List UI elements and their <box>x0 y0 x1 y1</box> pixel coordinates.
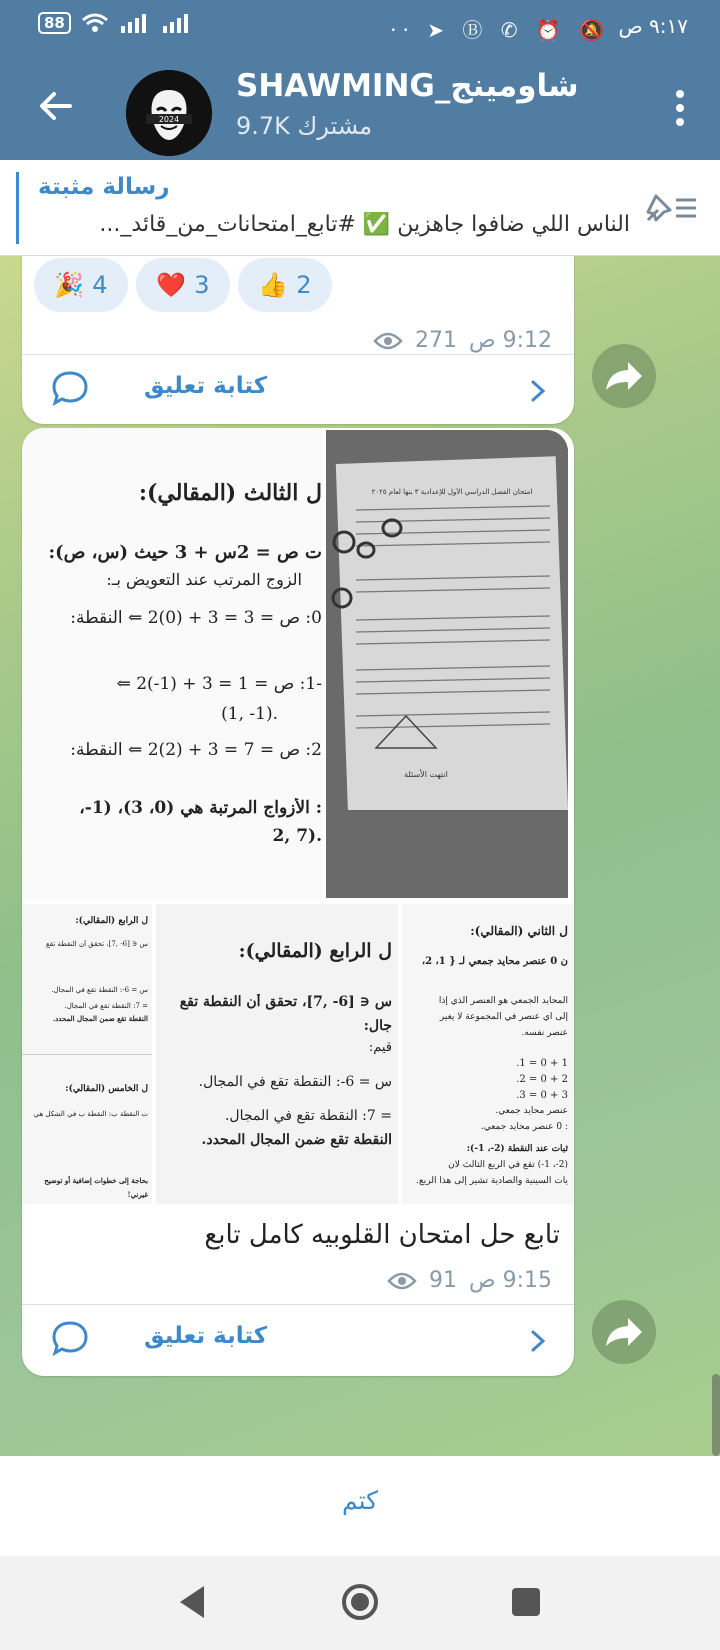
battery-icon: 88 <box>38 12 71 34</box>
exam-title: امتحان الفصل الدراسي الأول للإعدادية ٣ بنها لعام ٢٠٢٥ <box>371 488 533 496</box>
reaction-count: 4 <box>92 271 108 299</box>
photo-text: : الأزواج المرتبة هي (0، 3)، (1-، <box>79 798 322 818</box>
photo-text: ت ص = 2س + 3 حيث (س، ص): <box>48 542 322 563</box>
clock: ٩:١٧ ص <box>618 14 688 38</box>
nav-recents-icon[interactable] <box>510 1586 542 1618</box>
photo-text: ثبات عند النقطة (2-، 1-): <box>466 1144 568 1154</box>
photo-text: يات السينية والصادية تشير إلى هذا الربع. <box>416 1176 568 1186</box>
photo-text: س ∈ [6- ,7]، تحقق أن النقطة تقع <box>46 940 148 948</box>
photo-text: س = 6-: النقطة تقع في المجال. <box>198 1074 392 1090</box>
share-arrow-icon <box>592 1300 656 1364</box>
subscriber-count: 9.7K مشترك <box>236 112 373 140</box>
photo-text: جال: <box>363 1018 392 1034</box>
notification-icons <box>390 14 610 43</box>
comment-label: كتابة تعليق <box>144 373 268 399</box>
status-bar <box>0 0 720 54</box>
photo-text: الزوج المرتب عند التعويض بـ: <box>106 570 302 589</box>
photo-exam-paper[interactable] <box>326 430 568 898</box>
view-count: 91 <box>429 1268 457 1293</box>
photo-text: النقطة تقع ضمن المجال المحدد. <box>52 1014 148 1023</box>
nav-home-icon[interactable] <box>340 1582 380 1622</box>
comment-button[interactable] <box>22 1305 574 1375</box>
photo-text: س = 6-: النقطة تقع في المجال. <box>51 986 148 994</box>
photo-heading: ل الثالث (المقالي): <box>138 480 322 506</box>
share-arrow-icon <box>592 344 656 408</box>
eye-icon <box>387 1271 417 1291</box>
photo-text: .(1- ,1) <box>221 704 278 724</box>
photo-solution-page-4-small[interactable] <box>22 904 152 1204</box>
comment-label: كتابة تعليق <box>144 1323 268 1349</box>
dots-icon: ·· <box>390 18 415 42</box>
reaction-count: 3 <box>194 271 210 299</box>
signal-icon-2 <box>161 12 193 34</box>
photo-text: 3 + 0 = 3. <box>516 1090 568 1101</box>
forward-button[interactable] <box>592 344 656 408</box>
photo-text: 1 + 0 = 1. <box>516 1058 568 1069</box>
message-bubble-1 <box>22 256 574 424</box>
system-nav-bar <box>0 1556 720 1650</box>
forward-button[interactable] <box>592 1300 656 1364</box>
alarm-icon: ⏰ <box>535 18 567 42</box>
photo-text: عنصر محايد جمعي. <box>495 1106 568 1116</box>
eye-icon <box>373 331 403 351</box>
b-icon: Ⓑ <box>462 18 489 42</box>
mask-logo-icon <box>126 70 212 156</box>
photo-text: غيرني! <box>127 1190 148 1199</box>
telegram-icon: ➤ <box>427 18 450 42</box>
message-caption: تابع حل امتحان القلوبيه كامل تابع <box>204 1220 560 1250</box>
photo-text: عنصر نفسه. <box>521 1028 568 1038</box>
wifi-icon <box>81 12 109 34</box>
message-meta <box>387 1268 552 1293</box>
photo-text: = 7: النقطة تقع في المجال. <box>224 1108 392 1124</box>
channel-title[interactable]: SHAWMING_شاومينج <box>236 68 579 104</box>
photo-text: ل الرابع (المقالي): <box>75 916 148 926</box>
status-icons-left <box>38 12 193 34</box>
photo-text: قيم: <box>368 1040 392 1055</box>
party-emoji-icon: 🎉 <box>54 271 85 299</box>
channel-avatar[interactable] <box>126 70 212 156</box>
chat-area[interactable] <box>0 256 720 1456</box>
mute-bar <box>0 1456 720 1556</box>
reaction-thumbs-up[interactable] <box>238 258 332 312</box>
divider <box>22 1054 152 1055</box>
photo-text: النقطة تقع ضمن المجال المحدد. <box>201 1132 392 1148</box>
photo-text: المحايد الجمعي هو العنصر الذي إذا <box>438 996 568 1006</box>
pinned-list-icon[interactable] <box>644 190 700 226</box>
photo-text: (2-، 1-) تقع في الربع الثالث لأن <box>448 1160 568 1170</box>
mute-bell-icon: 🔕 <box>579 18 610 42</box>
comment-icon <box>50 1319 90 1359</box>
photo-text: = 7: النقطة تقع في المجال. <box>64 1002 148 1010</box>
photo-text: 2 + 0 = 2. <box>516 1074 568 1085</box>
reaction-party[interactable] <box>34 258 128 312</box>
photo-text: .(7 ,2 <box>272 826 322 846</box>
mute-button[interactable]: كتم <box>341 1486 379 1515</box>
photo-solution-page-2[interactable] <box>402 904 574 1204</box>
pinned-text: الناس اللي ضافوا جاهزين ✅ #تابع_امتحانات_من_قائد_... <box>99 212 630 237</box>
pinned-title: رسالة مثبتة <box>38 174 170 200</box>
photo-heading: ل الرابع (المقالي): <box>238 940 392 962</box>
pinned-message[interactable] <box>0 160 720 256</box>
heart-emoji-icon: ❤️ <box>156 271 187 299</box>
message-time: 9:12 ص <box>469 328 552 353</box>
scrollbar[interactable] <box>712 1374 720 1456</box>
photo-text: س ∈ [6- ,7]، تحقق أن النقطة تقع <box>179 994 392 1010</box>
message-meta <box>373 328 552 353</box>
message-bubble-2 <box>22 428 574 1376</box>
comment-icon <box>50 369 90 409</box>
reaction-heart[interactable] <box>136 258 230 312</box>
photo-text: ن 0 عنصر محايد جمعي لـ { 1، 2، <box>421 956 568 967</box>
photo-text: 0: ص = 3 = 3 + (0)2 ⇐ النقطة: <box>70 608 322 628</box>
chevron-right-icon <box>530 1329 546 1353</box>
photo-solution-page-4[interactable] <box>156 904 398 1204</box>
photo-text: بحاجة إلى خطوات إضافية أو توضيح <box>44 1176 148 1185</box>
pinned-indicator <box>16 172 19 244</box>
message-time: 9:15 ص <box>469 1268 552 1293</box>
signal-icon <box>119 12 151 34</box>
photo-heading: ل الثاني (المقالي): <box>470 924 568 938</box>
photo-text: : 0 عنصر محايد جمعي. <box>480 1122 568 1132</box>
more-menu-icon[interactable] <box>674 88 686 128</box>
svg-text:2024: 2024 <box>158 115 180 124</box>
chevron-right-icon <box>530 379 546 403</box>
back-arrow-icon[interactable] <box>36 86 76 126</box>
photo-text: 2: ص = 7 = 3 + (2)2 ⇐ النقطة: <box>70 740 322 760</box>
photo-text: ت النقطة ب: النقطة ب في الشكل هي <box>33 1110 148 1118</box>
exam-footer: انتهت الأسئلة <box>404 770 448 779</box>
whatsapp-icon: ✆ <box>500 18 524 42</box>
photo-text: ل الخامس (المقالي): <box>65 1084 148 1094</box>
thumbs-up-emoji-icon: 👍 <box>258 271 289 299</box>
comment-button[interactable] <box>22 355 574 425</box>
reaction-count: 2 <box>296 271 312 299</box>
nav-back-icon[interactable] <box>176 1584 208 1620</box>
view-count: 271 <box>415 328 457 353</box>
exam-paper-image <box>326 430 568 898</box>
photo-text: إلى أي عنصر في المجموعة لا يغير <box>439 1012 568 1022</box>
channel-header <box>0 54 720 160</box>
photo-solution-page-3[interactable] <box>22 428 322 900</box>
photo-text: -1: ص = 1 = 3 + (1-)2 ⇐ <box>116 674 322 694</box>
